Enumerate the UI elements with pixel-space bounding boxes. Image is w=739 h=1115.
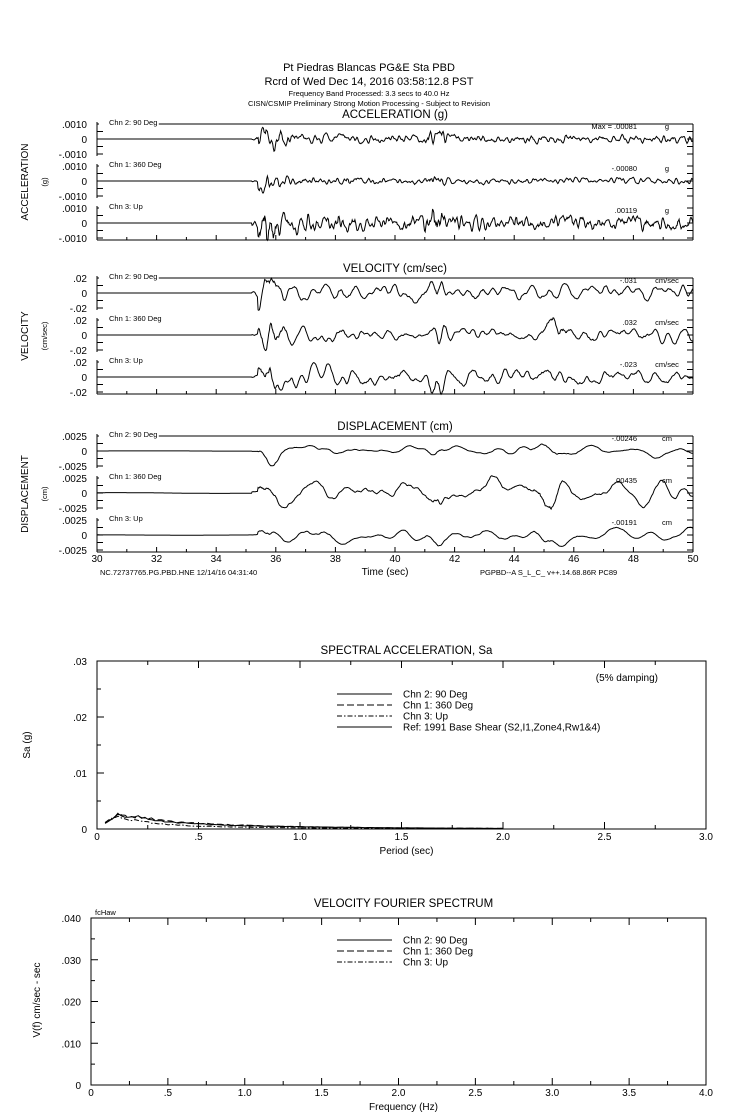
y-tick-label: .0010: [61, 120, 87, 131]
legend-label: Chn 3: Up: [403, 711, 449, 723]
sa-series-0: [105, 814, 503, 829]
x-tick-label: 1.0: [237, 1088, 252, 1099]
peak-value: -.023: [619, 360, 637, 369]
peak-unit: cm/sec: [655, 360, 679, 369]
y-tick-label: -.0025: [58, 462, 87, 473]
x-tick-label: 38: [329, 554, 341, 565]
x-tick-label: 42: [449, 554, 461, 565]
time-series-panel: [20, 421, 699, 578]
peak-unit: g: [664, 122, 670, 131]
x-tick-label: 1.5: [314, 1088, 329, 1099]
y-tick-label: -.0010: [58, 192, 87, 203]
panel-yunit: (g): [40, 177, 49, 187]
peak-unit: cm: [662, 518, 672, 527]
trace-chn-1-360-deg: [97, 318, 693, 351]
y-tick-label: 0: [81, 825, 87, 836]
time-series-panel: [20, 263, 693, 399]
y-tick-label: -.0010: [58, 150, 87, 161]
channel-label: Chn 1: 360 Deg: [109, 472, 162, 481]
legend-label: Chn 1: 360 Deg: [403, 700, 474, 712]
x-tick-label: 2.5: [597, 832, 612, 843]
peak-unit: cm/sec: [655, 318, 679, 327]
peak-value: .032: [622, 318, 637, 327]
y-tick-label: .030: [61, 955, 81, 967]
frequency-band: Frequency Band Processed: 3.3 secs to 40.0 Hz: [288, 89, 450, 98]
plot-frame: [91, 918, 706, 1085]
panel-yunit: (cm/sec): [40, 321, 49, 351]
trace-chn-1-360-deg: [97, 476, 693, 509]
y-tick-label: 0: [81, 447, 87, 458]
channel-label: Chn 2: 90 Deg: [109, 272, 158, 281]
y-tick-label: 0: [81, 177, 87, 188]
chart-title: SPECTRAL ACCELERATION, Sa: [320, 645, 493, 657]
y-tick-label: -.0025: [58, 546, 87, 557]
x-tick-label: 2.0: [496, 832, 510, 843]
y-tick-label: 0: [81, 331, 87, 342]
peak-unit: g: [664, 206, 670, 215]
x-tick-label: 36: [270, 554, 282, 565]
trace-chn-1-360-deg: [97, 176, 693, 193]
trace-chn-3-up: [97, 527, 693, 546]
y-tick-label: .02: [73, 713, 87, 724]
x-tick-label: 4.0: [699, 1088, 713, 1099]
damping-note: (5% damping): [595, 673, 658, 684]
x-tick-label: .5: [163, 1088, 173, 1099]
x-tick-label: 30: [91, 554, 103, 565]
y-tick-label: 0: [75, 1081, 81, 1092]
panel-ylabel: VELOCITY: [20, 311, 31, 361]
x-tick-label: .5: [194, 832, 203, 843]
y-tick-label: 0: [81, 531, 87, 542]
channel-label: Chn 2: 90 Deg: [109, 430, 158, 439]
x-tick-label: 32: [151, 554, 163, 565]
y-tick-label: -.0025: [58, 504, 87, 515]
x-axis-label: Period (sec): [379, 846, 434, 857]
y-tick-label: 0: [81, 135, 87, 146]
trace-chn-2-90-deg: [97, 444, 693, 466]
panel-ylabel: DISPLACEMENT: [20, 455, 31, 533]
x-tick-label: 48: [627, 554, 639, 565]
legend-label: Chn 1: 360 Deg: [403, 946, 474, 958]
y-tick-label: .01: [73, 769, 87, 780]
x-tick-label: 3.0: [699, 832, 713, 843]
y-tick-label: -.02: [69, 388, 87, 399]
legend-label: Chn 2: 90 Deg: [403, 935, 468, 947]
processing-note: CISN/CSMIP Preliminary Strong Motion Processing - Subject to Revision: [247, 99, 491, 108]
x-tick-label: 50: [687, 554, 699, 565]
legend-label: Chn 3: Up: [403, 957, 449, 969]
time-series-panel: [20, 109, 693, 245]
channel-label: Chn 1: 360 Deg: [109, 314, 162, 323]
channel-label: Chn 1: 360 Deg: [109, 160, 162, 169]
y-tick-label: .020: [61, 997, 81, 1009]
y-tick-label: 0: [81, 289, 87, 300]
panel-yunit: (cm): [40, 486, 49, 502]
y-tick-label: -.02: [69, 346, 87, 357]
x-tick-label: 1.5: [394, 832, 409, 843]
x-tick-label: 0: [94, 832, 100, 843]
peak-value: -.00246: [611, 434, 637, 443]
y-axis-label: V(f) cm/sec - sec: [32, 962, 43, 1038]
y-tick-label: 0: [81, 219, 87, 230]
velocity-fourier-spectrum-chart: [32, 898, 713, 1113]
x-tick-label: 44: [508, 554, 520, 565]
peak-unit: cm: [662, 434, 672, 443]
plot-frame: [97, 661, 706, 829]
y-tick-label: .0025: [61, 516, 87, 527]
y-tick-label: .040: [61, 914, 81, 925]
x-tick-label: 46: [568, 554, 580, 565]
sa-series-1: [105, 813, 503, 829]
y-tick-label: 0: [81, 373, 87, 384]
x-tick-label: 0: [88, 1088, 94, 1099]
spectral-acceleration-chart: [22, 645, 713, 857]
x-axis-label: Frequency (Hz): [369, 1102, 438, 1113]
panel-title: VELOCITY (cm/sec): [343, 263, 447, 275]
y-tick-label: .02: [73, 358, 87, 369]
record-time: Rcrd of Wed Dec 14, 2016 03:58:12.8 PST: [264, 76, 474, 88]
x-tick-label: 34: [210, 554, 222, 565]
x-axis-label: Time (sec): [361, 567, 409, 578]
peak-unit: g: [664, 164, 670, 173]
channel-label: Chn 3: Up: [109, 514, 143, 523]
peak-value: -.00080: [611, 164, 637, 173]
footer-processing-id: PGPBD--A S_L_C_ v++.14.68.86R PC89: [480, 568, 618, 577]
peak-value: .00435: [614, 476, 637, 485]
y-tick-label: .010: [61, 1039, 81, 1051]
x-tick-label: 3.5: [622, 1088, 637, 1099]
trace-chn-2-90-deg: [97, 278, 693, 310]
y-tick-label: 0: [81, 489, 87, 500]
y-axis-label: Sa (g): [22, 731, 33, 759]
peak-unit: cm: [662, 476, 672, 485]
y-tick-label: .0025: [61, 474, 87, 485]
y-tick-label: .0025: [61, 432, 87, 443]
peak-value: -.031: [619, 276, 637, 285]
chart-title: VELOCITY FOURIER SPECTRUM: [313, 898, 494, 910]
channel-label: Chn 3: Up: [109, 202, 143, 211]
y-tick-label: .02: [73, 316, 87, 327]
x-tick-label: 3.0: [545, 1088, 560, 1099]
legend-label: Ref: 1991 Base Shear (S2,I1,Zone4,Rw1&4): [403, 722, 601, 734]
panel-ylabel: ACCELERATION: [20, 143, 31, 221]
peak-value: -.00191: [611, 518, 637, 527]
channel-label: Chn 2: 90 Deg: [109, 118, 158, 127]
x-tick-label: 40: [389, 554, 401, 565]
peak-value: .00119: [614, 206, 637, 215]
x-tick-label: 1.0: [293, 832, 307, 843]
station-title: Pt Piedras Blancas PG&E Sta PBD: [283, 62, 455, 74]
peak-value: Max = .00081: [591, 122, 637, 131]
y-tick-label: .02: [73, 274, 87, 285]
y-tick-label: .03: [73, 657, 87, 668]
corner-label: fcHaw: [95, 908, 116, 917]
y-tick-label: -.0010: [58, 234, 87, 245]
panel-title: DISPLACEMENT (cm): [337, 421, 453, 433]
y-tick-label: -.02: [69, 304, 87, 315]
footer-record-id: NC.72737765.PG.PBD.HNE 12/14/16 04:31:40: [100, 568, 258, 577]
peak-unit: cm/sec: [655, 276, 679, 285]
y-tick-label: .0010: [61, 162, 87, 173]
x-tick-label: 2.0: [391, 1088, 406, 1099]
y-tick-label: .0010: [61, 204, 87, 215]
x-tick-label: 2.5: [468, 1088, 483, 1099]
channel-label: Chn 3: Up: [109, 356, 143, 365]
record-header: [248, 62, 490, 108]
time-series-panels: [20, 109, 699, 578]
legend-label: Chn 2: 90 Deg: [403, 689, 468, 701]
panel-title: ACCELERATION (g): [342, 109, 448, 121]
